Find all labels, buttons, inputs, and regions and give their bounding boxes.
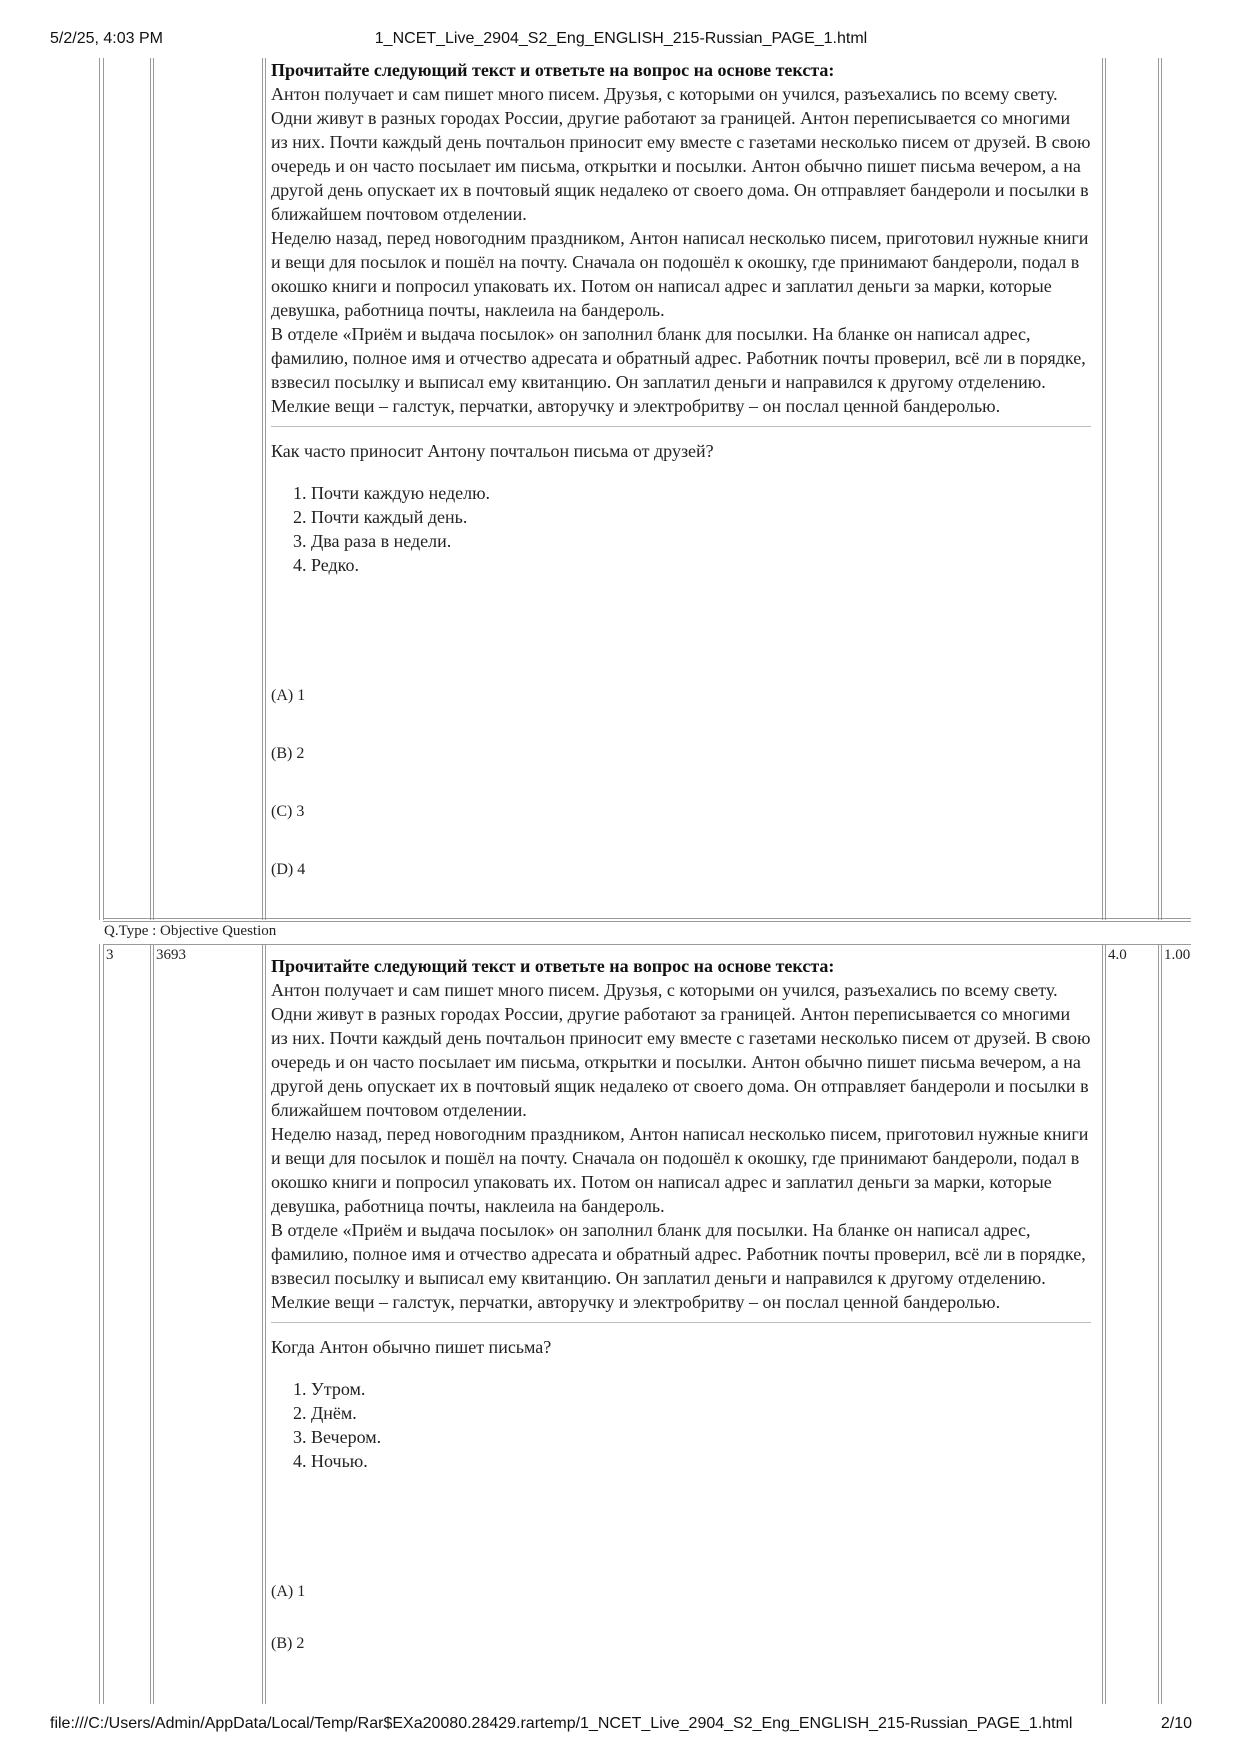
print-datetime: 5/2/25, 4:03 PM bbox=[50, 30, 163, 47]
passage-heading: Прочитайте следующий текст и ответьте на вопрос на основе текста: bbox=[271, 60, 835, 80]
question-block-3 bbox=[271, 954, 1091, 1704]
separator bbox=[271, 1322, 1091, 1323]
col-divider-1b bbox=[153, 944, 154, 1704]
option-a: (A) 1 bbox=[271, 687, 306, 704]
col-divider-3b bbox=[1105, 58, 1106, 920]
question-serial: 3 bbox=[106, 947, 114, 963]
option-b: (B) 2 bbox=[271, 745, 305, 762]
passage-paragraph: Неделю назад, перед новогодним праздником, Антон написал несколько писем, приготовил нужные книги и вещи для посылок и пошёл на почту. Сначала он подошёл к окошку, где принимают бандероли, подал в окошко книги и попросил упаковать их. Потом он написал адрес и заплатил деньги за марки, которые девушка, работница почты, наклеила на бандероль. bbox=[271, 228, 1089, 320]
passage-paragraph: Неделю назад, перед новогодним праздником, Антон написал несколько писем, приготовил нужные книги и вещи для посылок и пошёл на почту. Сначала он подошёл к окошку, где принимают бандероли, подал в окошко книги и попросил упаковать их. Потом он написал адрес и заплатил деньги за марки, которые девушка, работница почты, наклеила на бандероль. bbox=[271, 1124, 1089, 1216]
page-number: 2/10 bbox=[1160, 1715, 1192, 1732]
table-border-left-inner bbox=[103, 58, 104, 920]
print-url: file:///C:/Users/Admin/AppData/Local/Temp/Rar$EXa20080.28429.rartemp/1_NCET_Live_2904_S2_Eng_ENGLISH_215-Russian_PAGE_1.html bbox=[50, 1715, 1073, 1732]
question-text: Когда Антон обычно пишет письма? bbox=[271, 1337, 552, 1357]
negative-marks: 1.00 bbox=[1164, 947, 1190, 963]
passage-paragraph: Антон получает и сам пишет много писем. Друзья, с которыми он учился, разъехались по всему свету. Одни живут в разных городах России, другие работают за границей. Антон переписывается со многими из них. Почти каждый день почтальон приносит ему вместе с газетами несколько писем от друзей. В свою очередь и он часто посылает им письма, открытки и посылки. Антон обычно пишет письма вечером, а на другой день опускает их в почтовый ящик недалеко от своего дома. Он отправляет бандероли и посылки в ближайшем почтовом отделении. bbox=[271, 980, 1091, 1120]
col-divider-2b bbox=[265, 944, 266, 1704]
passage bbox=[271, 978, 1091, 1314]
option-b: (B) 2 bbox=[271, 1635, 305, 1652]
choice-item: 4. Редко. bbox=[311, 553, 1091, 577]
passage-paragraph: Антон получает и сам пишет много писем. Друзья, с которыми он учился, разъехались по всему свету. Одни живут в разных городах России, другие работают за границей. Антон переписывается со многими из них. Почти каждый день почтальон приносит ему вместе с газетами несколько писем от друзей. В свою очередь и он часто посылает им письма, открытки и посылки. Антон обычно пишет письма вечером, а на другой день опускает их в почтовый ящик недалеко от своего дома. Он отправляет бандероли и посылки в ближайшем почтовом отделении. bbox=[271, 84, 1091, 224]
question-id: 3693 bbox=[156, 947, 186, 963]
row-top-border bbox=[103, 944, 1191, 945]
col-divider-2 bbox=[262, 944, 263, 1704]
col-divider-3b bbox=[1105, 944, 1106, 1704]
print-title: 1_NCET_Live_2904_S2_Eng_ENGLISH_215-Russian_PAGE_1.html bbox=[374, 30, 868, 47]
option-c: (C) 3 bbox=[271, 803, 305, 820]
table-border-left-inner bbox=[103, 944, 104, 1704]
choice-item: 4. Ночью. bbox=[311, 1449, 1091, 1473]
col-divider-3 bbox=[1102, 58, 1103, 920]
row-bottom-border bbox=[103, 918, 1191, 919]
table-border-left-outer bbox=[99, 944, 100, 1704]
choice-item: 1. Утром. bbox=[311, 1377, 1091, 1401]
question-type-label: Q.Type : Objective Question bbox=[104, 923, 277, 939]
col-divider-2b bbox=[265, 58, 266, 920]
question-text: Как часто приносит Антону почтальон письма от друзей? bbox=[271, 441, 714, 461]
print-footer bbox=[50, 1715, 1192, 1737]
question-marks: 4.0 bbox=[1108, 947, 1127, 963]
col-divider-1 bbox=[150, 58, 151, 920]
col-divider-3 bbox=[1102, 944, 1103, 1704]
table-border-left-outer bbox=[99, 58, 100, 920]
option-a: (A) 1 bbox=[271, 1583, 306, 1600]
col-divider-1b bbox=[153, 58, 154, 920]
option-d: (D) 4 bbox=[271, 861, 306, 878]
choice-list bbox=[271, 481, 1091, 577]
choice-list bbox=[271, 1377, 1091, 1473]
choice-item: 2. Днём. bbox=[311, 1401, 1091, 1425]
passage-paragraph: В отделе «Приём и выдача посылок» он заполнил бланк для посылки. На бланке он написал адрес, фамилию, полное имя и отчество адресата и обратный адрес. Работник почты проверил, всё ли в порядке, взвесил посылку и выписал ему квитанцию. Он заплатил деньги и направился к другому отделению. Мелкие вещи – галстук, перчатки, авторучку и электробритву – он послал ценной бандеролью. bbox=[271, 324, 1086, 416]
choice-item: 2. Почти каждый день. bbox=[311, 505, 1091, 529]
col-divider-1 bbox=[150, 944, 151, 1704]
print-header bbox=[50, 30, 1192, 52]
separator bbox=[271, 426, 1091, 427]
row-bottom-border-b bbox=[103, 921, 1191, 922]
choice-item: 3. Вечером. bbox=[311, 1425, 1091, 1449]
col-divider-4b bbox=[1161, 58, 1162, 920]
passage-heading: Прочитайте следующий текст и ответьте на вопрос на основе текста: bbox=[271, 956, 835, 976]
col-divider-4 bbox=[1158, 58, 1159, 920]
col-divider-4 bbox=[1158, 944, 1159, 1704]
question-block-prev bbox=[271, 58, 1091, 918]
col-divider-2 bbox=[262, 58, 263, 920]
choice-item: 1. Почти каждую неделю. bbox=[311, 481, 1091, 505]
choice-item: 3. Два раза в недели. bbox=[311, 529, 1091, 553]
col-divider-4b bbox=[1161, 944, 1162, 1704]
passage-paragraph: В отделе «Приём и выдача посылок» он заполнил бланк для посылки. На бланке он написал адрес, фамилию, полное имя и отчество адресата и обратный адрес. Работник почты проверил, всё ли в порядке, взвесил посылку и выписал ему квитанцию. Он заплатил деньги и направился к другому отделению. Мелкие вещи – галстук, перчатки, авторучку и электробритву – он послал ценной бандеролью. bbox=[271, 1220, 1086, 1312]
passage bbox=[271, 82, 1091, 418]
